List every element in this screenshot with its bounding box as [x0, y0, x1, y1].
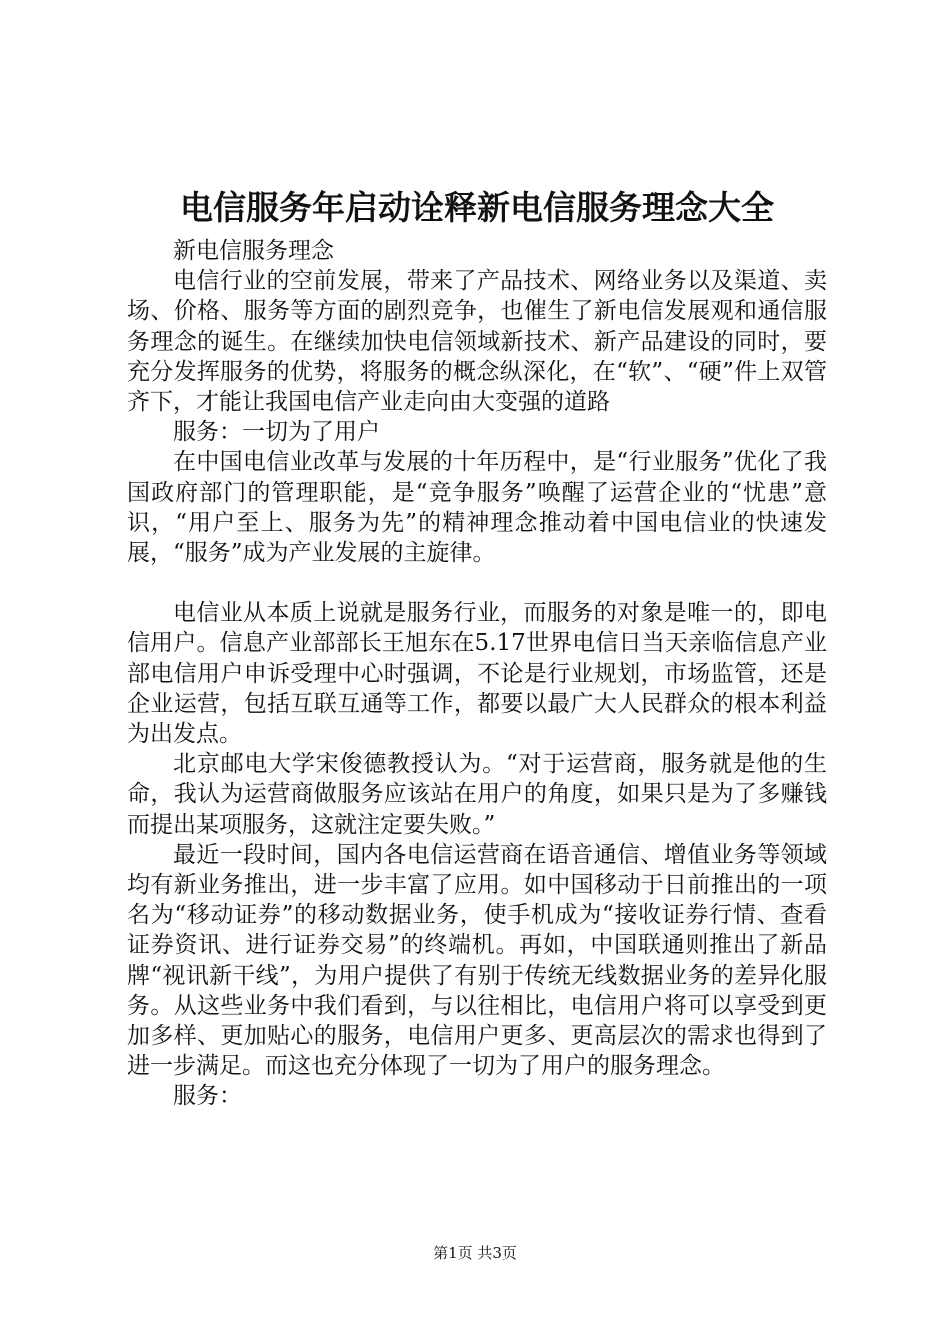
- paragraph-new-services: 最近一段时间，国内各电信运营商在语音通信、增值业务等领域均有新业务推出，进一步丰富了应用。如中国移动于日前推出的一项名为“移动证券”的移动数据业务，使手机成为“接收证券行情、查看证券资讯、进行证券交易”的终端机。再如，中国联通则推出了新品牌“视讯新干线”，为用户提供了有别于传统无线数据业务的差异化服务。从这些业务中我们看到，与以往相比，电信用户将可以享受到更加多样、更加贴心的服务，电信用户更多、更高层次的需求也得到了进一步满足。而这也充分体现了一切为了用户的服务理念。: [127, 841, 827, 1080]
- paragraph-reform: 在中国电信业改革与发展的十年历程中，是“行业服务”优化了我国政府部门的管理职能，是“竞争服务”唤醒了运营企业的“忧患”意识，“用户至上、服务为先”的精神理念推动着中国电信业的快速发展，“服务”成为产业发展的主旋律。: [127, 449, 827, 567]
- paragraph-spacer: [127, 568, 827, 598]
- document-page: [127, 182, 827, 1112]
- paragraph-intro: 电信行业的空前发展，带来了产品技术、网络业务以及渠道、卖场、价格、服务等方面的剧烈竞争，也催生了新电信发展观和通信服务理念的诞生。在继续加快电信领域新技术、新产品建设的同时，要充分发挥服务的优势，将服务的概念纵深化，在“软”、“硬”件上双管齐下，才能让我国电信产业走向由大变强的道路: [127, 268, 827, 416]
- paragraph-heading-service: 服务：一切为了用户: [173, 419, 380, 446]
- paragraph-heading-service-2: 服务：: [173, 1083, 242, 1110]
- paragraph-subtitle: 新电信服务理念: [173, 238, 334, 264]
- document-title: 电信服务年启动诠释新电信服务理念大全: [180, 188, 774, 227]
- page-number-footer: 第1页 共3页: [433, 1244, 517, 1262]
- paragraph-industry: 电信业从本质上说就是服务行业，而服务的对象是唯一的，即电信用户。信息产业部部长王旭东在5.17世界电信日当天亲临信息产业部电信用户申诉受理中心时强调，不论是行业规划，市场监管，还是企业运营，包括互联互通等工作，都要以最广大人民群众的根本利益为出发点。: [127, 600, 827, 748]
- paragraph-professor-quote: 北京邮电大学宋俊德教授认为。“对于运营商，服务就是他的生命，我认为运营商做服务应该站在用户的角度，如果只是为了多赚钱而提出某项服务，这就注定要失败。”: [127, 751, 827, 838]
